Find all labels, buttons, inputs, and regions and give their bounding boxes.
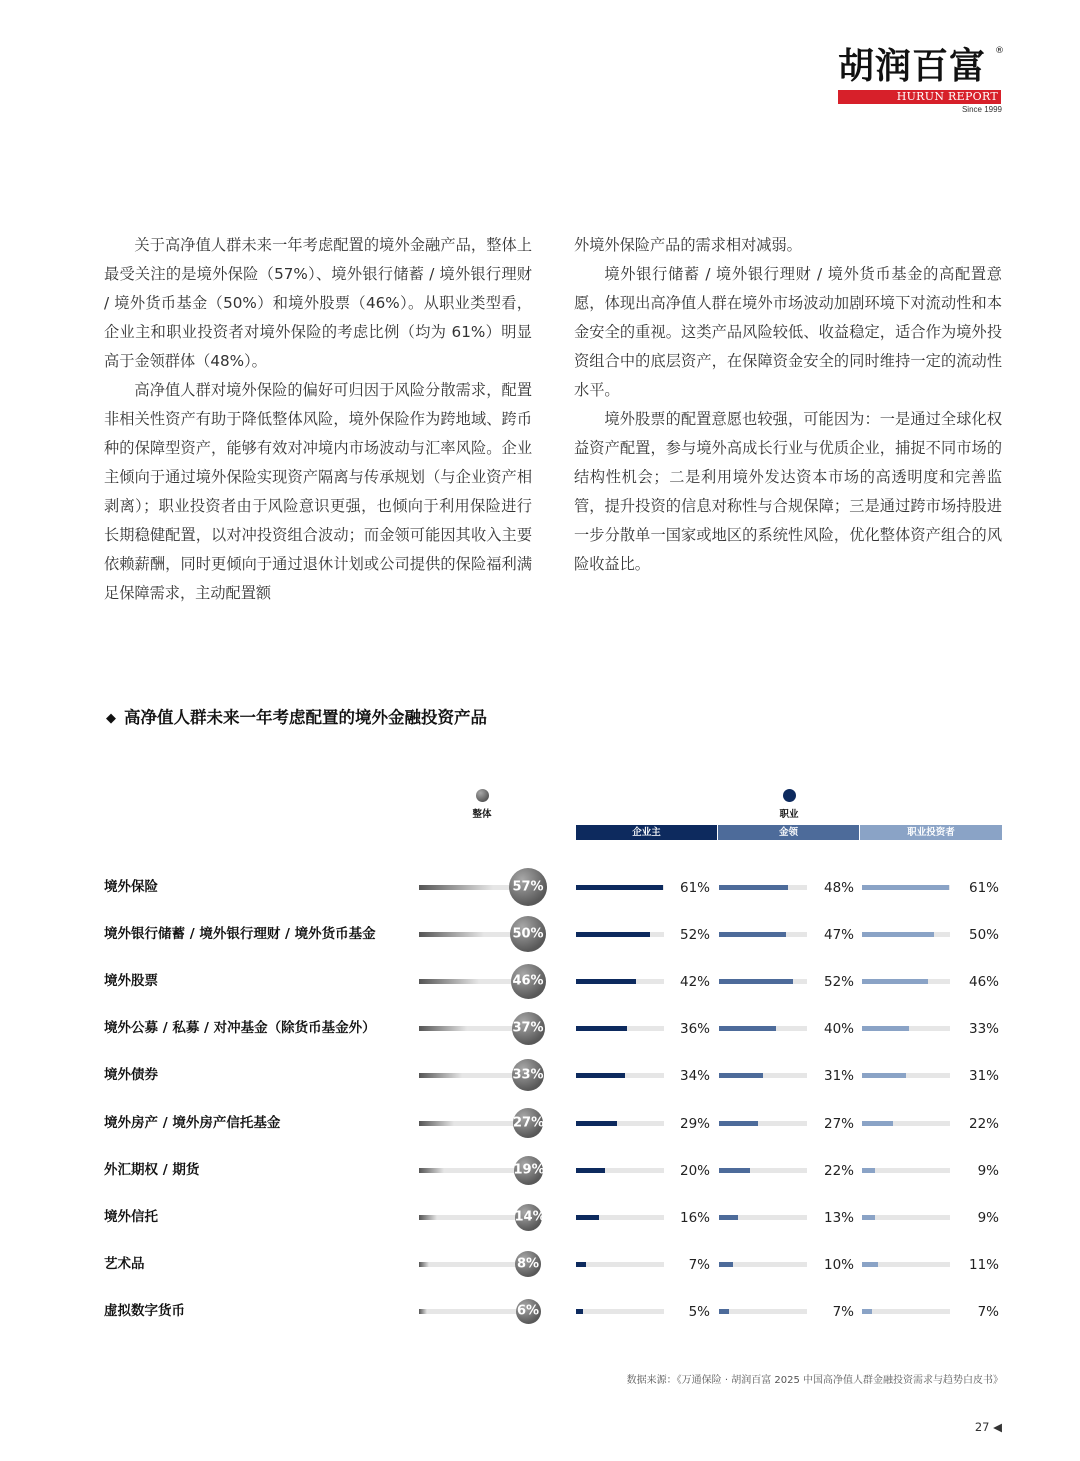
paragraph: 高净值人群对境外保险的偏好可归因于风险分散需求，配置非相关性资产有助于降低整体风险，境外保险作为跨地域、跨币种的保障型资产，能够有效对冲境内市场波动与汇率风险。企业主倾向于通过境外保险实现资产隔离与传承规划（与企业资产相剥离）；职业投资者由于风险意识更强，也倾向于利用保险进行长期稳健配置，以对冲投资组合波动；而金领可能因其收入主要依赖薪酬，同时更倾向于通过退休计划或公司提供的保险福利满足保障需求，主动配置额 [104,381,532,602]
series-bar-track [862,1026,950,1031]
series-value-label: 48% [823,880,854,896]
series-value-label: 22% [968,1116,999,1132]
series-value-label: 27% [823,1116,854,1132]
overall-bar [419,1073,462,1078]
overall-bar [419,1309,427,1314]
overall-value-bubble [509,868,547,906]
series-value-label: 47% [823,927,854,943]
series-bar [862,1026,909,1031]
series-bar [576,932,650,937]
series-bar [862,1168,875,1173]
series-bar [576,885,663,890]
overall-value-bubble [511,964,546,999]
logo-red-bar [838,90,1001,104]
series-bar [862,1215,875,1220]
series-bar [576,1073,625,1078]
overall-value-label: 19% [513,1162,545,1178]
overall-bar-track [419,1168,524,1173]
series-bar [576,1168,605,1173]
category-label: 境外保险 [104,879,158,895]
series-bar-track [576,1262,664,1267]
legend-occupation-label: 职业 [779,809,799,820]
series-bar [719,1073,763,1078]
legend-occupation-dot [783,789,796,802]
series-bar-track [862,1262,950,1267]
overall-value-bubble [515,1251,541,1277]
data-source-note: 数据来源：《万通保险 · 胡润百富 2025 中国高净值人群金融投资需求与趋势白皮书》 [626,1375,1003,1386]
series-bar [862,979,928,984]
text-column-left [104,231,532,608]
series-bar-track [719,932,807,937]
series-bar [862,1073,906,1078]
overall-value-label: 37% [512,1020,544,1036]
category-label: 虚拟数字货币 [104,1303,185,1319]
overall-bar-track [419,1262,524,1267]
series-value-label: 31% [823,1068,854,1084]
series-bar [576,1215,599,1220]
series-value-label: 7% [832,1304,854,1320]
series-value-label: 52% [823,974,854,990]
series-value-label: 22% [823,1163,854,1179]
overall-value-bubble [512,1059,544,1091]
series-value-label: 61% [679,880,710,896]
chart-title-text: 高净值人群未来一年考虑配置的境外金融投资产品 [124,708,487,727]
legend-overall-dot [476,789,489,802]
overall-bar [419,1262,429,1267]
series-bar-track [862,1073,950,1078]
overall-value-label: 33% [512,1067,544,1083]
series-bar [719,1026,776,1031]
series-bar [719,1215,738,1220]
overall-value-bubble [510,916,546,952]
series-bar [862,1309,872,1314]
series-value-label: 29% [679,1116,710,1132]
series-bar [576,1121,617,1126]
series-bar [719,979,793,984]
series-bar-track [576,885,664,890]
series-value-label: 9% [977,1163,999,1179]
category-label: 境外债券 [104,1067,158,1083]
series-bar [862,885,949,890]
paragraph: 外境外保险产品的需求相对减弱。 [574,236,802,254]
overall-value-label: 50% [512,926,544,942]
series-value-label: 7% [977,1304,999,1320]
series-bar [719,1168,750,1173]
series-bar [719,1121,758,1126]
series-value-label: 7% [688,1257,710,1273]
overall-value-bubble [513,1108,543,1138]
logo-cn-text: 胡润百富 [838,46,987,87]
overall-value-label: 8% [516,1256,540,1272]
overall-value-label: 46% [512,973,544,989]
series-value-label: 61% [968,880,999,896]
series-bar [862,932,934,937]
series-value-label: 42% [679,974,710,990]
paragraph: 境外银行储蓄 / 境外银行理财 / 境外货币基金的高配置意愿，体现出高净值人群在境外市场波动加剧环境下对流动性和本金安全的重视。这类产品风险较低、收益稳定，适合作为境外投资组合中的底层资产，在保障资金安全的同时维持一定的流动性水平。 [574,265,1002,399]
overall-value-bubble [516,1299,541,1324]
category-label: 境外信托 [104,1209,158,1225]
series-bar-track [719,1026,807,1031]
series-value-label: 13% [823,1210,854,1226]
series-bar-track [576,1121,664,1126]
series-bar-track [719,1121,807,1126]
overall-bar [419,979,479,984]
series-bar-track [576,932,664,937]
overall-bar [419,1215,437,1220]
series-value-label: 50% [968,927,999,943]
series-bar [719,932,786,937]
series-value-label: 10% [823,1257,854,1273]
series-bar-track [719,885,807,890]
logo-registered-mark: ® [995,46,1004,56]
series-bar-track [576,1309,664,1314]
overall-bar-track [419,1309,524,1314]
overall-bar-track [419,1073,524,1078]
series-value-label: 11% [968,1257,999,1273]
series-bar-track [719,1262,807,1267]
series-value-label: 36% [679,1021,710,1037]
logo-since-text: Since 1999 [961,105,1002,114]
overall-bar [419,1168,444,1173]
overall-bar-track [419,932,524,937]
series-value-label: 40% [823,1021,854,1037]
overall-bar-track [419,1121,524,1126]
page-number: 27 ◀ [974,1420,1002,1434]
series-bar-track [862,885,950,890]
series-bar [576,979,636,984]
overall-value-label: 6% [516,1303,540,1319]
overall-bar-track [419,1026,524,1031]
series-bar-track [719,979,807,984]
series-value-label: 31% [968,1068,999,1084]
series-value-label: 20% [679,1163,710,1179]
overall-value-label: 57% [512,879,544,895]
paragraph: 境外股票的配置意愿也较强，可能因为：一是通过全球化权益资产配置，参与境外高成长行业与优质企业，捕捉不同市场的结构性机会；二是利用境外发达资本市场的高透明度和完善监管，提升投资的信息对称性与合规保障；三是通过跨市场持股进一步分散单一国家或地区的系统性风险，优化整体资产组合的风险收益比。 [574,410,1002,573]
series-bar-track [719,1073,807,1078]
series-bar-track [862,932,950,937]
series-bar [862,1121,893,1126]
series-bar-track [576,1215,664,1220]
category-label: 境外房产 / 境外房产信托基金 [104,1115,281,1131]
overall-value-label: 14% [514,1209,546,1225]
category-label: 境外公募 / 私募 / 对冲基金（除货币基金外） [104,1020,376,1036]
series-bar-track [719,1168,807,1173]
series-value-label: 33% [968,1021,999,1037]
overall-bar [419,932,484,937]
series-bar [576,1309,583,1314]
logo-en-text: HURUN REPORT [896,90,998,103]
header-gold-collar: 金领 [718,825,859,840]
series-bar [576,1026,627,1031]
series-value-label: 5% [688,1304,710,1320]
legend-overall-label: 整体 [472,809,492,820]
overall-bar [419,885,493,890]
header-entrepreneur: 企业主 [576,825,717,840]
series-value-label: 52% [679,927,710,943]
paragraph: 关于高净值人群未来一年考虑配置的境外金融产品，整体上最受关注的是境外保险（57%）、境外银行储蓄 / 境外银行理财 / 境外货币基金（50%）和境外股票（46%）。从职业类型看，企业主和职业投资者对境外保险的考虑比例（均为 61%）明显高于金领群体（48%）。 [104,236,532,370]
series-value-label: 16% [679,1210,710,1226]
series-bar-track [576,1073,664,1078]
series-bar-track [576,979,664,984]
category-label: 外汇期权 / 期货 [104,1162,200,1178]
category-label: 艺术品 [104,1256,145,1272]
series-bar [862,1262,878,1267]
overall-value-bubble [514,1156,543,1185]
overall-value-bubble [514,1204,546,1231]
category-label: 境外银行储蓄 / 境外银行理财 / 境外货币基金 [104,926,376,942]
overall-bar [419,1121,454,1126]
hurun-logo [838,46,1004,116]
series-bar-track [576,1168,664,1173]
series-bar-track [862,979,950,984]
series-bar [576,1262,586,1267]
overall-value-bubble [512,1012,545,1045]
series-bar [719,885,788,890]
overall-bar-track [419,979,524,984]
overall-bar [419,1026,467,1031]
series-value-label: 46% [968,974,999,990]
series-value-label: 34% [679,1068,710,1084]
text-column-right [574,231,1002,579]
series-bar-track [862,1215,950,1220]
series-bar [719,1262,733,1267]
series-bar-track [862,1309,950,1314]
category-label: 境外股票 [104,973,158,989]
series-value-label: 9% [977,1210,999,1226]
overall-bar-track [419,1215,524,1220]
series-bar-track [719,1309,807,1314]
header-professional-investor: 职业投资者 [860,825,1002,840]
overall-value-label: 27% [513,1115,545,1131]
series-bar-track [719,1215,807,1220]
series-bar [719,1309,729,1314]
series-bar-track [576,1026,664,1031]
series-bar-track [862,1121,950,1126]
diamond-icon: ◆ [106,711,116,726]
series-bar-track [862,1168,950,1173]
chart-title [106,704,487,728]
